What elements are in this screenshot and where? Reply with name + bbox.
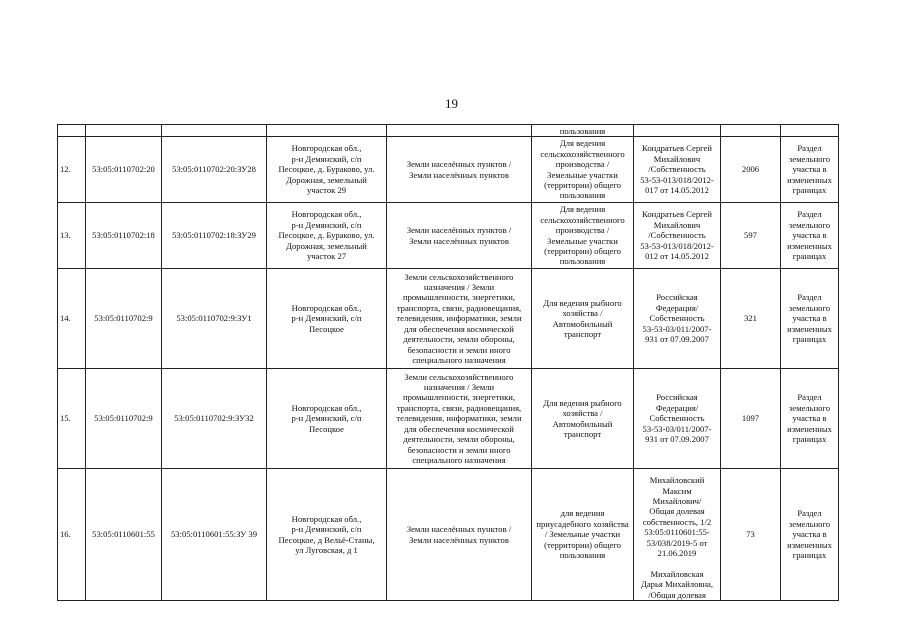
cell-category: Земли населённых пунктов / Земли населённых пунктов (387, 137, 532, 203)
cell-new-plot: 53:05:0110702:9:ЗУ1 (162, 269, 267, 369)
page-number: 19 (445, 96, 458, 111)
cell-category: Земли населённых пунктов / Земли населённых пунктов (387, 203, 532, 269)
cell-purpose: для ведения приусадебного хозяйства / Земельные участки (территории) общего пользования (532, 469, 634, 601)
cell-cadastral: 53:05:0110702:18 (86, 203, 162, 269)
land-plots-table (57, 124, 839, 601)
cell-cadastral: 53:05:0110702:9 (86, 269, 162, 369)
cell-address: Новгородская обл., р-н Демянский, с/п Песоцкое, д. Бураково, ул. Дорожная, земельный участок 27 (267, 203, 387, 269)
cell-area: 321 (721, 269, 781, 369)
cell-new-plot: 53:05:0110702:18:ЗУ29 (162, 203, 267, 269)
cell-address: Новгородская обл., р-н Демянский, с/п Песоцкое (267, 369, 387, 469)
cell-purpose: пользования (532, 125, 634, 137)
cell-owner: Михайловский Максим Михайлович/ Общая долевая собственность, 1/2 53:05:0110601:55- 53/038/2019-5 от 21.06.2019 Михайловская Дарья Михайловна, /Общая долевая (634, 469, 721, 601)
cell-num: 12. (58, 137, 86, 203)
cell-owner: Кондратьев Сергей Михайлович /Собственность 53-53-013/018/2012- 017 от 14.05.2012 (634, 137, 721, 203)
cell-cadastral (86, 125, 162, 137)
cell-note: Раздел земельного участка в измененных границах (781, 469, 839, 601)
cell-note (781, 125, 839, 137)
cell-area: 2006 (721, 137, 781, 203)
cell-category (387, 125, 532, 137)
cell-note: Раздел земельного участка в измененных границах (781, 269, 839, 369)
cell-area (721, 125, 781, 137)
table-row (58, 269, 839, 369)
table-row-continuation (58, 125, 839, 137)
cell-address: Новгородская обл., р-н Демянский, с/п Песоцкое (267, 269, 387, 369)
cell-purpose: Для ведения сельскохозяйственного производства / Земельные участки (территории) общего пользования (532, 203, 634, 269)
cell-address: Новгородская обл., р-н Демянский, с/п Песоцкое, д Вельё-Станы, ул Луговская, д 1 (267, 469, 387, 601)
cell-note: Раздел земельного участка в измененных границах (781, 137, 839, 203)
cell-purpose: Для ведения рыбного хозяйства / Автомобильный транспорт (532, 269, 634, 369)
cell-category: Земли населённых пунктов / Земли населённых пунктов (387, 469, 532, 601)
cell-cadastral: 53:05:0110702:9 (86, 369, 162, 469)
cell-address (267, 125, 387, 137)
cell-num: 14. (58, 269, 86, 369)
table-row (58, 469, 839, 601)
cell-purpose: Для ведения сельскохозяйственного производства / Земельные участки (территории) общего пользования (532, 137, 634, 203)
cell-cadastral: 53:05:0110601:55 (86, 469, 162, 601)
cell-address: Новгородская обл., р-н Демянский, с/п Песоцкое, д. Бураково, ул. Дорожная, земельный участок 29 (267, 137, 387, 203)
cell-purpose: Для ведения рыбного хозяйства / Автомобильный транспорт (532, 369, 634, 469)
cell-note: Раздел земельного участка в измененных границах (781, 369, 839, 469)
cell-owner: Российская Федерация/ Собственность 53-53-03/011/2007- 931 от 07.09.2007 (634, 269, 721, 369)
cell-new-plot: 53:05:0110702:20:ЗУ28 (162, 137, 267, 203)
cell-category: Земли сельскохозяйственного назначения / Земли промышленности, энергетики, транспорта, связи, радиовещания, телевидения, информатики, земли для обеспечения космической деятельности, земли обороны, безопасности и земли иного специального назначения (387, 369, 532, 469)
cell-new-plot (162, 125, 267, 137)
cell-area: 597 (721, 203, 781, 269)
cell-num (58, 125, 86, 137)
cell-new-plot: 53:05:0110601:55:ЗУ 39 (162, 469, 267, 601)
table-row (58, 203, 839, 269)
cell-note: Раздел земельного участка в измененных границах (781, 203, 839, 269)
cell-category: Земли сельскохозяйственного назначения / Земли промышленности, энергетики, транспорта, связи, радиовещания, телевидения, информатики, земли для обеспечения космической деятельности, земли обороны, безопасности и земли иного специального назначения (387, 269, 532, 369)
cell-owner: Кондратьев Сергей Михайлович /Собственность 53-53-013/018/2012- 012 от 14.05.2012 (634, 203, 721, 269)
cell-num: 16. (58, 469, 86, 601)
cell-owner: Российская Федерация/ Собственность 53-53-03/011/2007- 931 от 07.09.2007 (634, 369, 721, 469)
cell-cadastral: 53:05:0110702:20 (86, 137, 162, 203)
cell-owner (634, 125, 721, 137)
cell-new-plot: 53:05:0110702:9:ЗУ32 (162, 369, 267, 469)
table-row (58, 369, 839, 469)
cell-area: 73 (721, 469, 781, 601)
table-row (58, 137, 839, 203)
cell-num: 15. (58, 369, 86, 469)
cell-num: 13. (58, 203, 86, 269)
cell-area: 1097 (721, 369, 781, 469)
